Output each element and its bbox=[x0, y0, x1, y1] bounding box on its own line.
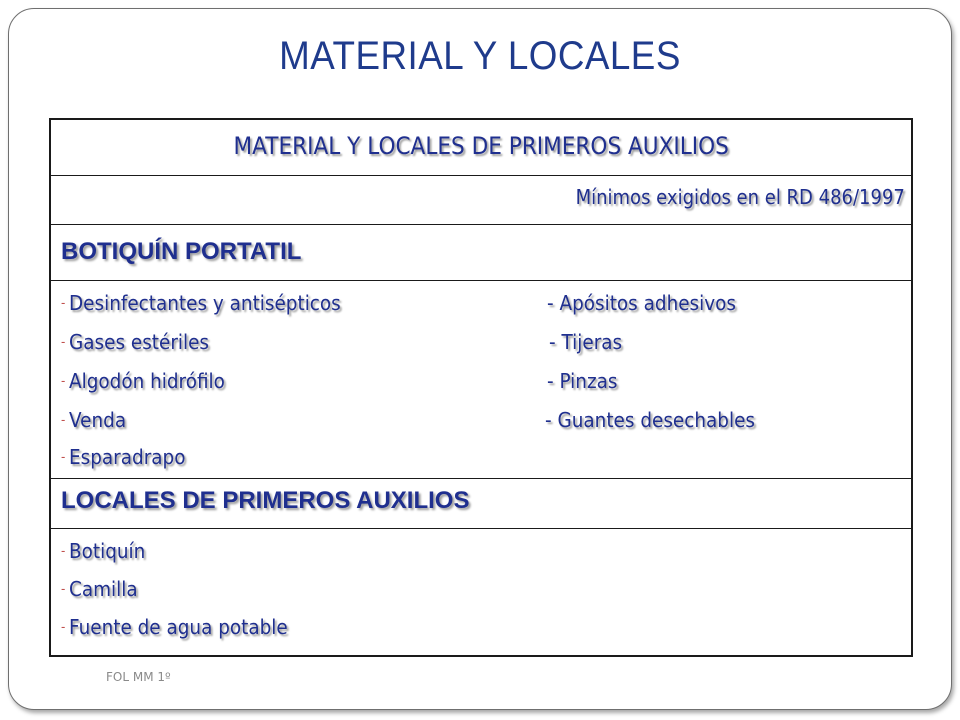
list-item: - Esparadrapo bbox=[61, 445, 186, 469]
list-item: - Venda bbox=[61, 408, 127, 432]
list-item: - Camilla bbox=[61, 577, 138, 601]
list-item: - Guantes desechables bbox=[545, 408, 755, 432]
section-botiquin-title: BOTIQUÍN PORTATIL bbox=[61, 238, 302, 265]
table-subheading: Mínimos exigidos en el RD 486/1997 bbox=[575, 185, 905, 209]
table-heading-row bbox=[51, 120, 911, 176]
bullet-dash: - bbox=[61, 544, 66, 559]
section-locales-title: LOCALES DE PRIMEROS AUXILIOS bbox=[61, 487, 470, 514]
section-locales-list bbox=[51, 529, 911, 655]
section-botiquin-list bbox=[51, 281, 911, 479]
table-heading: MATERIAL Y LOCALES DE PRIMEROS AUXILIOS bbox=[233, 132, 729, 160]
bullet-dash: - bbox=[61, 450, 66, 465]
info-table bbox=[49, 118, 913, 657]
section-locales-header bbox=[51, 479, 911, 529]
bullet-dash: - bbox=[61, 374, 66, 389]
list-item: - Botiquín bbox=[61, 539, 146, 563]
list-item: - Gases estériles bbox=[61, 330, 210, 354]
list-item: - Desinfectantes y antisépticos bbox=[61, 291, 341, 315]
bullet-dash: - bbox=[61, 335, 66, 350]
list-item: - Pinzas bbox=[547, 369, 618, 393]
list-item: - Tijeras bbox=[549, 330, 623, 354]
list-item: - Algodón hidrófilo bbox=[61, 369, 225, 393]
bullet-dash: - bbox=[61, 413, 66, 428]
bullet-dash: - bbox=[61, 296, 66, 311]
slide-title: MATERIAL Y LOCALES bbox=[279, 34, 681, 78]
bullet-dash: - bbox=[61, 582, 66, 597]
list-item: - Fuente de agua potable bbox=[61, 615, 288, 639]
footer-text: FOL MM 1º bbox=[106, 670, 171, 684]
list-item: - Apósitos adhesivos bbox=[547, 291, 736, 315]
section-botiquin-header bbox=[51, 225, 911, 281]
table-subheading-row bbox=[51, 176, 911, 225]
bullet-dash: - bbox=[61, 620, 66, 635]
